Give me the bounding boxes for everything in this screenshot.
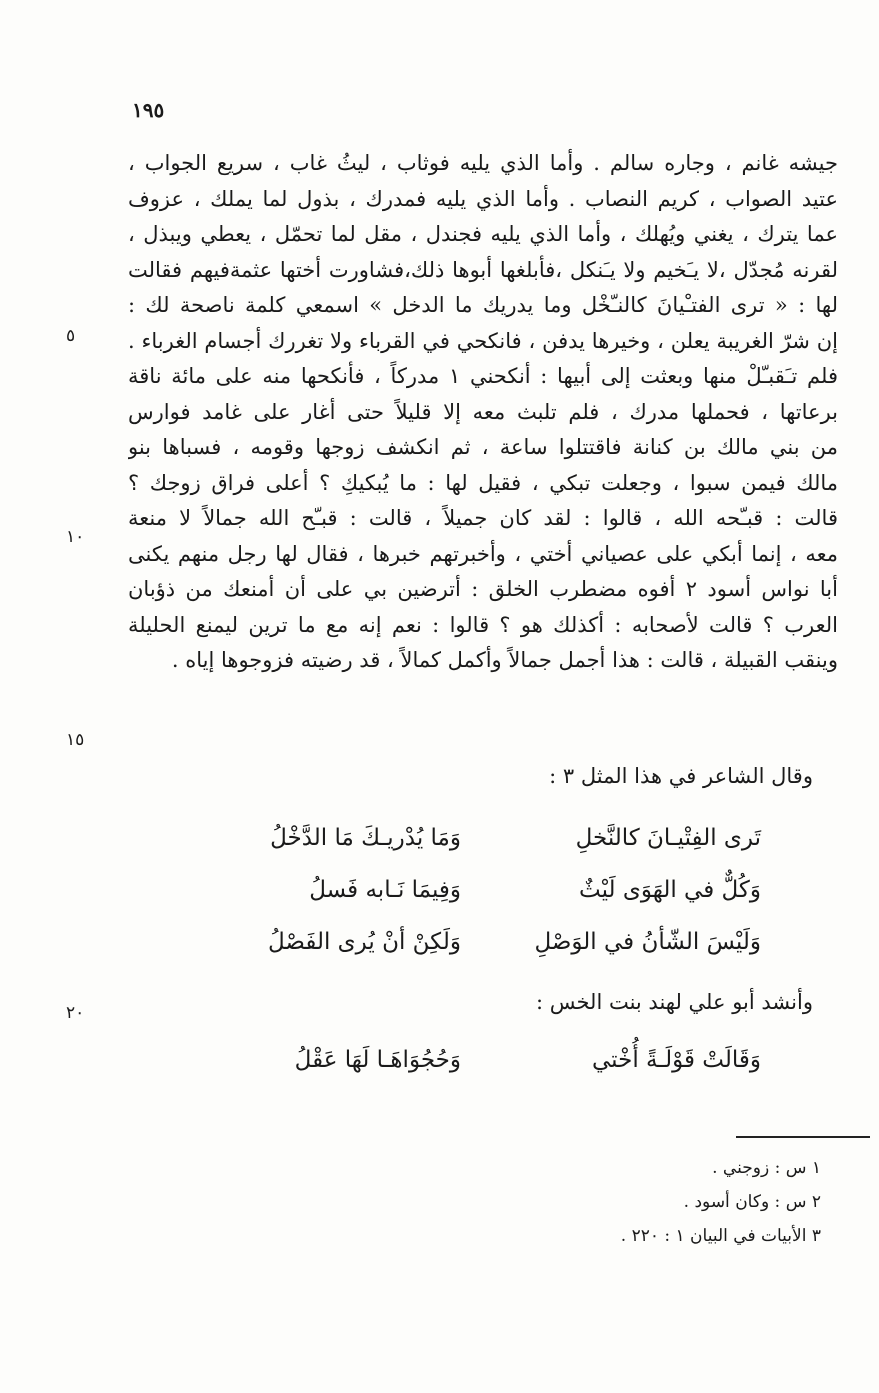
page-number: ١٩٥: [132, 98, 165, 122]
verse-hemistich-second: وَلَكِنْ أنْ يُرى الفَصْلُ: [267, 929, 461, 955]
prose-line: إن شرّ الغريبة يعلن ، وخيرها يدفن ، فانكحي في القرباء ولا تغررك أجسام الغرباء .: [128, 328, 838, 353]
prose-line: مالك فيمن سبوا ، وجعلت تبكي ، فقيل لها : ما يُبكيكِ ؟ أعلى فراق زوجك ؟: [128, 470, 838, 495]
prose-line: لقرنه مُجدّل ،لا يـَخيم ولا يـَنكل ،فأبلغها أبوها ذلك،فشاورت أختها عثمةفيهم فقالت: [128, 257, 838, 282]
prose-line: لها : « ترى الفتـْيانَ كالنـّخْل وما يدريك ما الدخل » اسمعي كلمة ناصحة لك :: [128, 293, 838, 317]
footnote: ٣ الأبيات في البيان ١ : ٢٢٠ .: [620, 1226, 821, 1246]
prose-line: وينقب القبيلة ، قالت : هذا أجمل جمالاً وأكمل كمالاً ، قد رضيته فزوجوها إياه .: [171, 648, 838, 672]
second-intro: وأنشد أبو علي لهند بنت الخس :: [535, 990, 813, 1014]
line-number-20: ٢٠: [66, 1003, 85, 1023]
footnote: ١ س : زوجني .: [712, 1158, 821, 1178]
verse-hemistich-second: وَمَا يُدْريـكَ مَا الدَّخْلُ: [270, 825, 461, 851]
line-number-5: ٥: [66, 326, 76, 346]
prose-line: العرب ؟ قالت لأصحابه : أكذلك هو ؟ قالوا : نعم إنه مع ما ترين ليمنع الحليلة: [128, 612, 838, 637]
line-number-10: ١٠: [66, 527, 85, 547]
verse-hemistich-second: وَفِيمَا نَـابه فَسلُ: [309, 877, 461, 903]
verse-line: [201, 929, 761, 963]
verse-hemistich-first: وَلَيْسَ الشّأنُ في الوَصْلِ: [534, 929, 761, 955]
verse-hemistich-first: وَقَالَتْ قَوْلَـةً أُخْتي: [592, 1047, 761, 1073]
verse-hemistich-second: وَحُجُوَاهَـا لَهَا عَقْلُ: [294, 1047, 461, 1073]
prose-line: فلم تـَقبـّلْ منها وبعثت إلى أبيها : أنكحني ١ مدركاً ، فأنكحها منه على مائة ناقة: [128, 364, 838, 388]
prose-line: أبا نواس أسود ٢ أفوه مضطرب الخلق : أترضين بي على أن أمنعك من ذؤبان: [128, 577, 838, 601]
verse-hemistich-first: تَرى الفِتْيـانَ كالنَّخلِ: [575, 825, 761, 851]
prose-line: عما يترك ، يغني ويُهلك ، وأما الذي يليه فجندل ، مقل لما تحمّل ، يعطي ويبذل ،: [128, 222, 838, 246]
footnote-divider: [736, 1136, 870, 1138]
prose-line: جيشه غانم ، وجاره سالم . وأما الذي يليه فوثاب ، ليثُ غاب ، سريع الجواب ،: [128, 151, 838, 175]
footnote: ٢ س : وكان أسود .: [683, 1192, 821, 1212]
line-number-15: ١٥: [66, 730, 85, 750]
prose-body: [128, 146, 838, 679]
prose-line: عتيد الصواب ، كريم النصاب . وأما الذي يليه فمدرك ، بذول لما يملك ، عزوف: [128, 186, 838, 211]
prose-line: من بني مالك بن كنانة فاقتتلوا ساعة ، ثم انكشف زوجها وقومه ، فسباها بنو: [128, 435, 838, 459]
verse-line: [201, 1047, 761, 1081]
prose-line: برعاتها ، فحملها مدرك ، فلم تلبث معه إلا قليلاً حتى أغار على غامد فوارس: [128, 399, 838, 424]
verse-line: [201, 825, 761, 859]
verse-line: [201, 877, 761, 911]
prose-line: معه ، إنما أبكي على عصياني أختي ، وأخبرتهم خبرها ، فقال لها رجل منهم يكنى: [128, 541, 838, 566]
poet-intro: وقال الشاعر في هذا المثل ٣ :: [549, 764, 813, 788]
prose-line: قالت : قبـّحه الله ، قالوا : لقد كان جميلاً ، قالت : قبـّح الله جمالاً لا منعة: [128, 506, 838, 530]
verse-hemistich-first: وَكُلٌّ في الهَوَى لَيْثٌ: [579, 877, 761, 903]
